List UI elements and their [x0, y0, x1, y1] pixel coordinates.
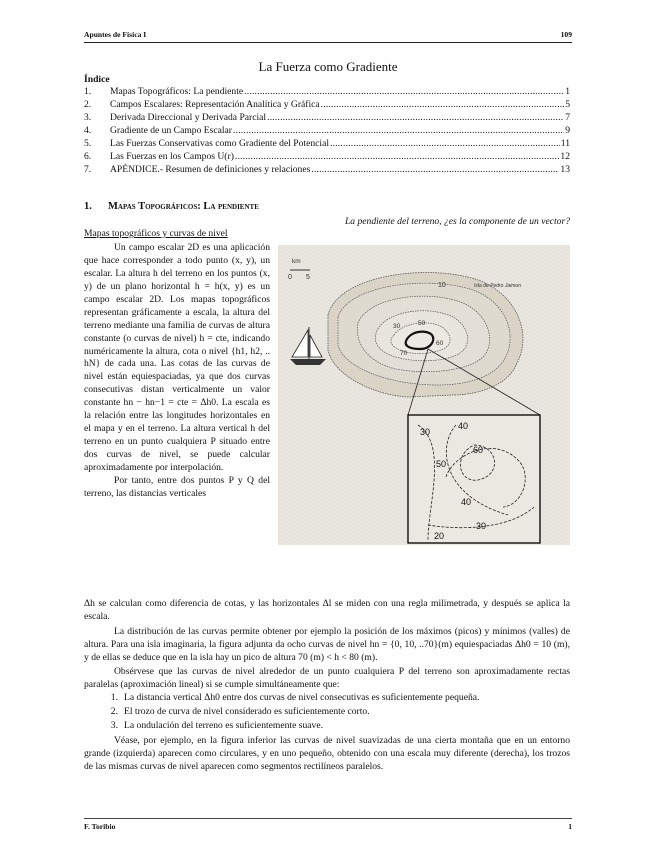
toc-item[interactable]: 7. APÉNDICE.- Resumen de definiciones y relaciones ..... 13 [84, 164, 570, 177]
header-page: 109 [560, 30, 572, 39]
index-title: Índice [84, 74, 110, 85]
inset-label: 50 [436, 459, 447, 469]
running-header [84, 30, 572, 43]
contour-label: 60 [436, 340, 444, 347]
paragraph: La distribución de las curvas permite obtener por ejemplo la posición de los máximos (picos) y mínimos (valles) de altura. Para una isla imaginaria, la figura adjunta da ocho curvas de nivel hn = {0, 10, ..70}(m) equiespaciadas Δh0 = 10 (m), y de ellas se deduce que en la isla hay un pico de altura 70 (m) < h < 80 (m). [84, 626, 570, 663]
toc-item[interactable]: 6. Las Fuerzas en los Campos U(r) ..... 12 [84, 151, 570, 164]
toc-item[interactable]: 4. Gradiente de un Campo Escalar ..... 9 [84, 125, 570, 138]
scale-label: km [292, 258, 301, 265]
paragraph: Por tanto, entre dos puntos P y Q del terreno, las distancias verticales [84, 474, 270, 499]
footer-page-number: 1 [568, 822, 572, 831]
inset-label: 60 [473, 445, 484, 455]
toc-item[interactable]: 2. Campos Escalares: Representación Analítica y Gráfica ..... 5 [84, 99, 570, 112]
paragraph-continued: Δh se calculan como diferencia de cotas, y las horizontales Δl se miden con una regla milimetrada, y después se aplica la escala. [84, 598, 570, 622]
section-heading: 1. Mapas Topográficos: La pendiente [84, 201, 259, 212]
list-item: 1. La distancia vertical Δh0 entre dos curvas de nivel consecutivas es suficientemente pequeña. [110, 692, 480, 703]
inset-zoom-map [408, 415, 540, 543]
inset-label: 40 [461, 497, 472, 507]
section-quote: La pendiente del terreno, ¿es la componente de un vector? [344, 216, 570, 227]
conditions-list [84, 692, 570, 734]
page-title: La Fuerza como Gradiente [258, 59, 398, 74]
island-label: Isla de Pedro Jaimon [474, 283, 521, 289]
list-item: 3. La ondulación del terreno es suficientemente suave. [110, 720, 323, 731]
footer-author: F. Toribio [84, 822, 116, 831]
paragraph: Un campo escalar 2D es una aplicación que hace corresponder a todo punto (x, y), un escalar. La altura h del terreno en los puntos (x, y) de un plano horizontal h = h(x, y) es un campo escalar 2D. Los mapas topográficos representan gráficamente a escala, la altura del terreno mediante una familia de curvas de altura constante (o curvas de nivel) h = cte, indicando numéricamente la altura, cota o nivel {h1, h2, .. hN} de cada una. Las cotas de las curvas de nivel están equiespaciadas, ya que dos curvas consecutivas distan verticalmente un valor constante hn − hn−1 = cte = Δh0. La escala es la relación entre las longitudes horizontales en el mapa y en el terreno. La altura vertical h del terreno en un punto cualquiera P situado entre dos curvas de nivel, se puede calcular aproximadamente por interpolación. [84, 242, 270, 473]
contour-label: 30 [393, 323, 401, 330]
contour-label: 70 [400, 350, 408, 357]
contour-label: 10 [438, 282, 446, 289]
toc-item[interactable]: 5. Las Fuerzas Conservativas como Gradiente del Potencial ..... 11 [84, 138, 570, 151]
contour-label: 50 [418, 320, 426, 327]
list-item: 2. El trozo de curva de nivel considerado es suficientemente corto. [110, 706, 370, 717]
scale-tick: 5 [306, 274, 310, 281]
footer-rule [84, 818, 572, 819]
inset-label: 40 [458, 421, 469, 431]
header-left: Apuntes de Física I [84, 30, 147, 39]
table-of-contents [84, 86, 570, 177]
page-footer [84, 822, 572, 832]
inset-label: 30 [420, 427, 431, 437]
subheading: Mapas topográficos y curvas de nivel [84, 228, 228, 239]
text-column [84, 242, 270, 501]
island-topographic-map [278, 245, 570, 545]
paragraph: Véase, por ejemplo, en la figura inferior las curvas de nivel suavizadas de una cierta montaña que en un entorno grande (izquierda) aparecen como circulares, y en uno pequeño, obtenido con una escala muy diferente (derecha), los trozos de las mismas curvas de nivel aparecen como segmentos rectilíneos paralelos. [84, 735, 570, 772]
toc-item[interactable]: 3. Derivada Direccional y Derivada Parcial ..... 7 [84, 112, 570, 125]
scale-tick: 0 [288, 274, 292, 281]
inset-label: 20 [434, 531, 445, 541]
toc-item[interactable]: 1. Mapas Topográficos: La pendiente ..... 1 [84, 86, 570, 99]
paragraph: Obsérvese que las curvas de nivel alrededor de un punto cualquiera P del terreno son aproximadamente rectas paralelas (aproximación lineal) si se cumple simultáneamente que: [84, 666, 570, 690]
inset-label: 30 [476, 521, 487, 531]
